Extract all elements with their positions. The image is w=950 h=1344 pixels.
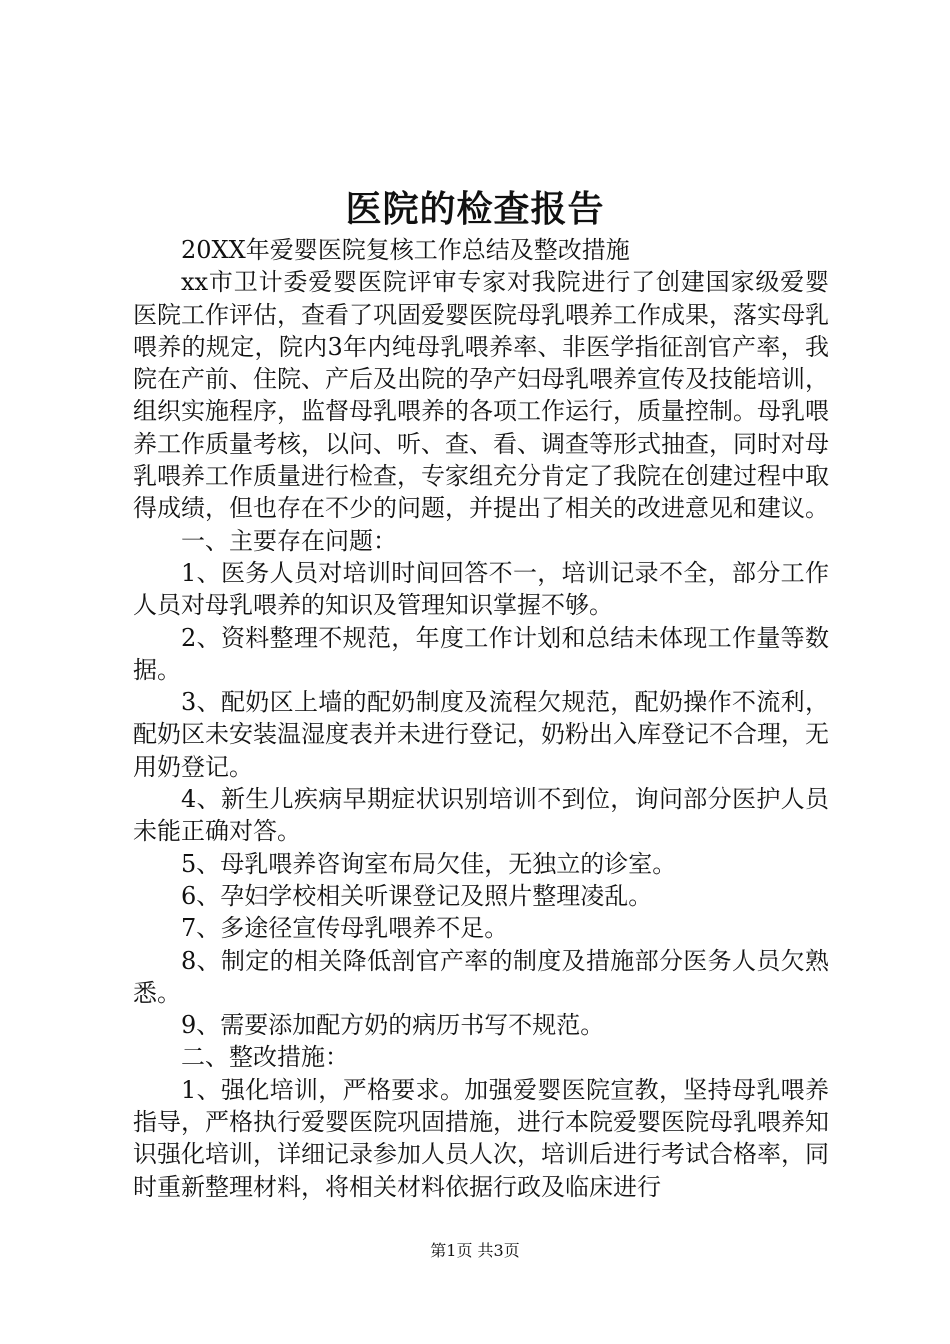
section-heading-measures: 二、整改措施： xyxy=(181,1043,349,1072)
paragraph-intro: xx市卫计委爱婴医院评审专家对我院进行了创建国家级爱婴医院工作评估，查看了巩固爱婴医院母乳喂养工作成果，落实母乳喂养的规定，院内3年内纯母乳喂养率、非医学指征剖官产率，我院在产前、住院、产后及出院的孕产妇母乳喂养宣传及技能培训，组织实施程序，监督母乳喂养的各项工作运行，质量控制。母乳喂养工作质量考核，以问、听、查、看、调查等形式抽查，同时对母乳喂养工作质量进行检查，专家组充分肯定了我院在创建过程中取得成绩，但也存在不少的问题，并提出了相关的改进意见和建议。 xyxy=(133,268,829,523)
problem-item-6: 6、孕妇学校相关听课登记及照片整理凌乱。 xyxy=(181,881,653,910)
problem-item-5: 5、母乳喂养咨询室布局欠佳，无独立的诊室。 xyxy=(181,849,677,878)
paragraph-subtitle: 20XX年爱婴医院复核工作总结及整改措施 xyxy=(181,236,630,264)
problem-item-9: 9、需要添加配方奶的病历书写不规范。 xyxy=(181,1011,605,1040)
problem-item-1: 1、医务人员对培训时间回答不一，培训记录不全，部分工作人员对母乳喂养的知识及管理知识掌握不够。 xyxy=(133,558,829,620)
problem-item-4: 4、新生儿疾病早期症状识别培训不到位，询问部分医护人员未能正确对答。 xyxy=(133,785,829,846)
document-body xyxy=(133,234,829,1203)
problem-item-2: 2、资料整理不规范，年度工作计划和总结未体现工作量等数据。 xyxy=(133,623,829,684)
measure-item-1: 1、强化培训，严格要求。加强爱婴医院宣教，坚持母乳喂养指导，严格执行爱婴医院巩固措施，进行本院爱婴医院母乳喂养知识强化培训，详细记录参加人员人次，培训后进行考试合格率，同时重新整理材料，将相关材料依据行政及临床进行 xyxy=(133,1075,829,1201)
problem-item-7: 7、多途径宣传母乳喂养不足。 xyxy=(181,914,509,943)
section-heading-problems: 一、主要存在问题： xyxy=(181,526,397,555)
problem-item-8: 8、制定的相关降低剖官产率的制度及措施部分医务人员欠熟悉。 xyxy=(133,946,829,1007)
problem-item-3: 3、配奶区上墙的配奶制度及流程欠规范，配奶操作不流利，配奶区未安装温湿度表并未进行登记，奶粉出入库登记不合理，无用奶登记。 xyxy=(133,688,829,781)
document-title: 医院的检查报告 xyxy=(345,188,605,230)
page-footer: 第1页 共3页 xyxy=(430,1241,520,1260)
